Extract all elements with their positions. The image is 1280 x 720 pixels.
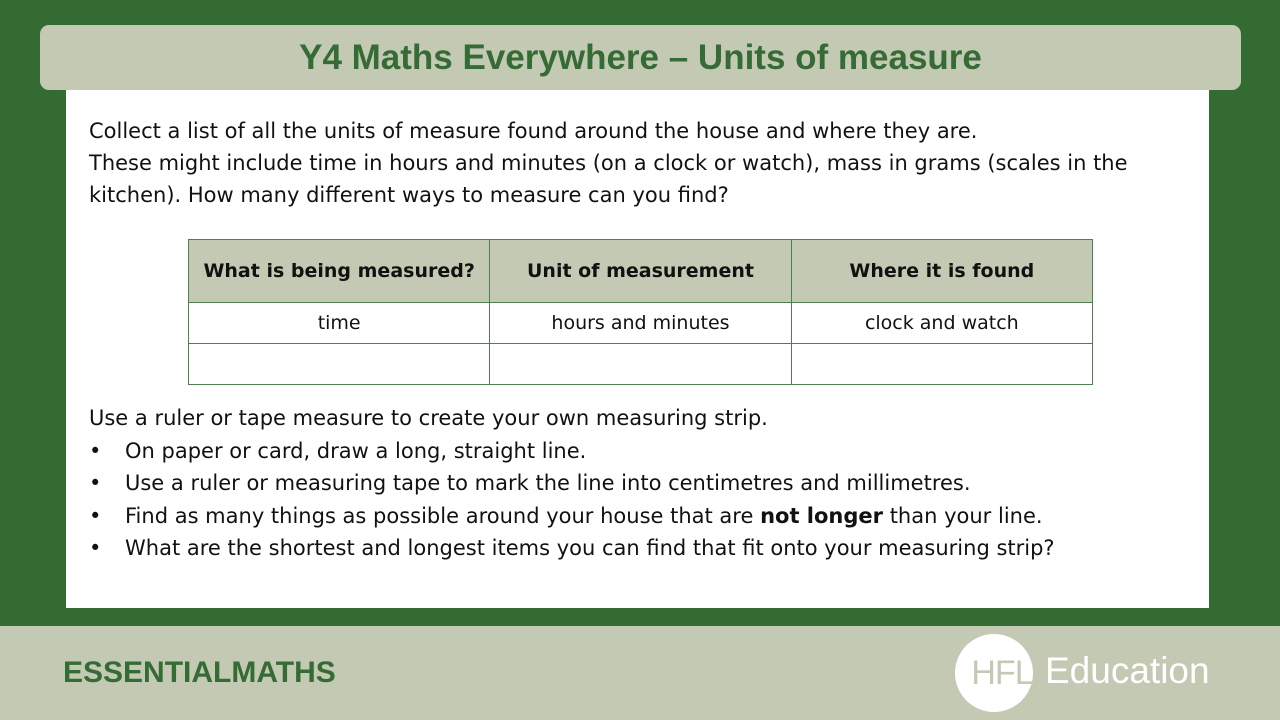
bullet-icon: • xyxy=(89,503,102,528)
table-header-row xyxy=(189,240,1093,303)
emphasis-text: not longer xyxy=(760,503,884,528)
table-cell-empty xyxy=(189,344,490,385)
table-cell: hours and minutes xyxy=(490,303,791,344)
table-cell-empty xyxy=(490,344,791,385)
instruction-list xyxy=(89,435,1199,565)
hfl-logo-letters: HFL xyxy=(971,653,1033,692)
bullet-icon: • xyxy=(89,438,102,463)
table-cell: time xyxy=(189,303,490,344)
measurement-table xyxy=(188,239,1093,385)
instructions-intro: Use a ruler or tape measure to create your own measuring strip. xyxy=(89,406,768,430)
instructions xyxy=(89,402,1199,565)
list-item-text-after: than your line. xyxy=(883,503,1043,528)
column-header-where-found: Where it is found xyxy=(791,240,1092,303)
hfl-education-logo xyxy=(955,634,1215,712)
list-item-text: What are the shortest and longest items you can find that fit onto your measuring strip? xyxy=(125,536,1055,560)
intro-line-1: Collect a list of all the units of measure found around the house and where they are. xyxy=(89,119,978,143)
column-header-unit: Unit of measurement xyxy=(490,240,791,303)
table-row xyxy=(189,344,1093,385)
list-item xyxy=(89,467,1199,500)
brand-name: ESSENTIALMATHS xyxy=(63,656,336,689)
bullet-icon: • xyxy=(89,536,102,560)
intro-text xyxy=(89,115,1199,211)
table-cell-empty xyxy=(791,344,1092,385)
intro-line-2: These might include time in hours and minutes (on a clock or watch), mass in grams (scales in the kitchen). How many different ways to measure can you find? xyxy=(89,151,1128,207)
table-cell: clock and watch xyxy=(791,303,1092,344)
title-bar xyxy=(40,25,1241,90)
hfl-logo-circle xyxy=(955,634,1033,712)
list-item-text: On paper or card, draw a long, straight line. xyxy=(125,438,587,463)
list-item xyxy=(89,500,1199,533)
footer-bar xyxy=(0,626,1280,720)
table-row xyxy=(189,303,1093,344)
bullet-icon: • xyxy=(89,471,102,495)
hfl-logo-word: Education xyxy=(1045,650,1210,691)
column-header-what-measured: What is being measured? xyxy=(189,240,490,303)
list-item-text: Use a ruler or measuring tape to mark the line into centimetres and millimetres. xyxy=(125,471,971,495)
list-item xyxy=(89,435,1199,468)
list-item-text-before: Find as many things as possible around your house that are xyxy=(125,503,761,528)
list-item xyxy=(89,532,1199,565)
page-title: Y4 Maths Everywhere – Units of measure xyxy=(299,37,982,77)
